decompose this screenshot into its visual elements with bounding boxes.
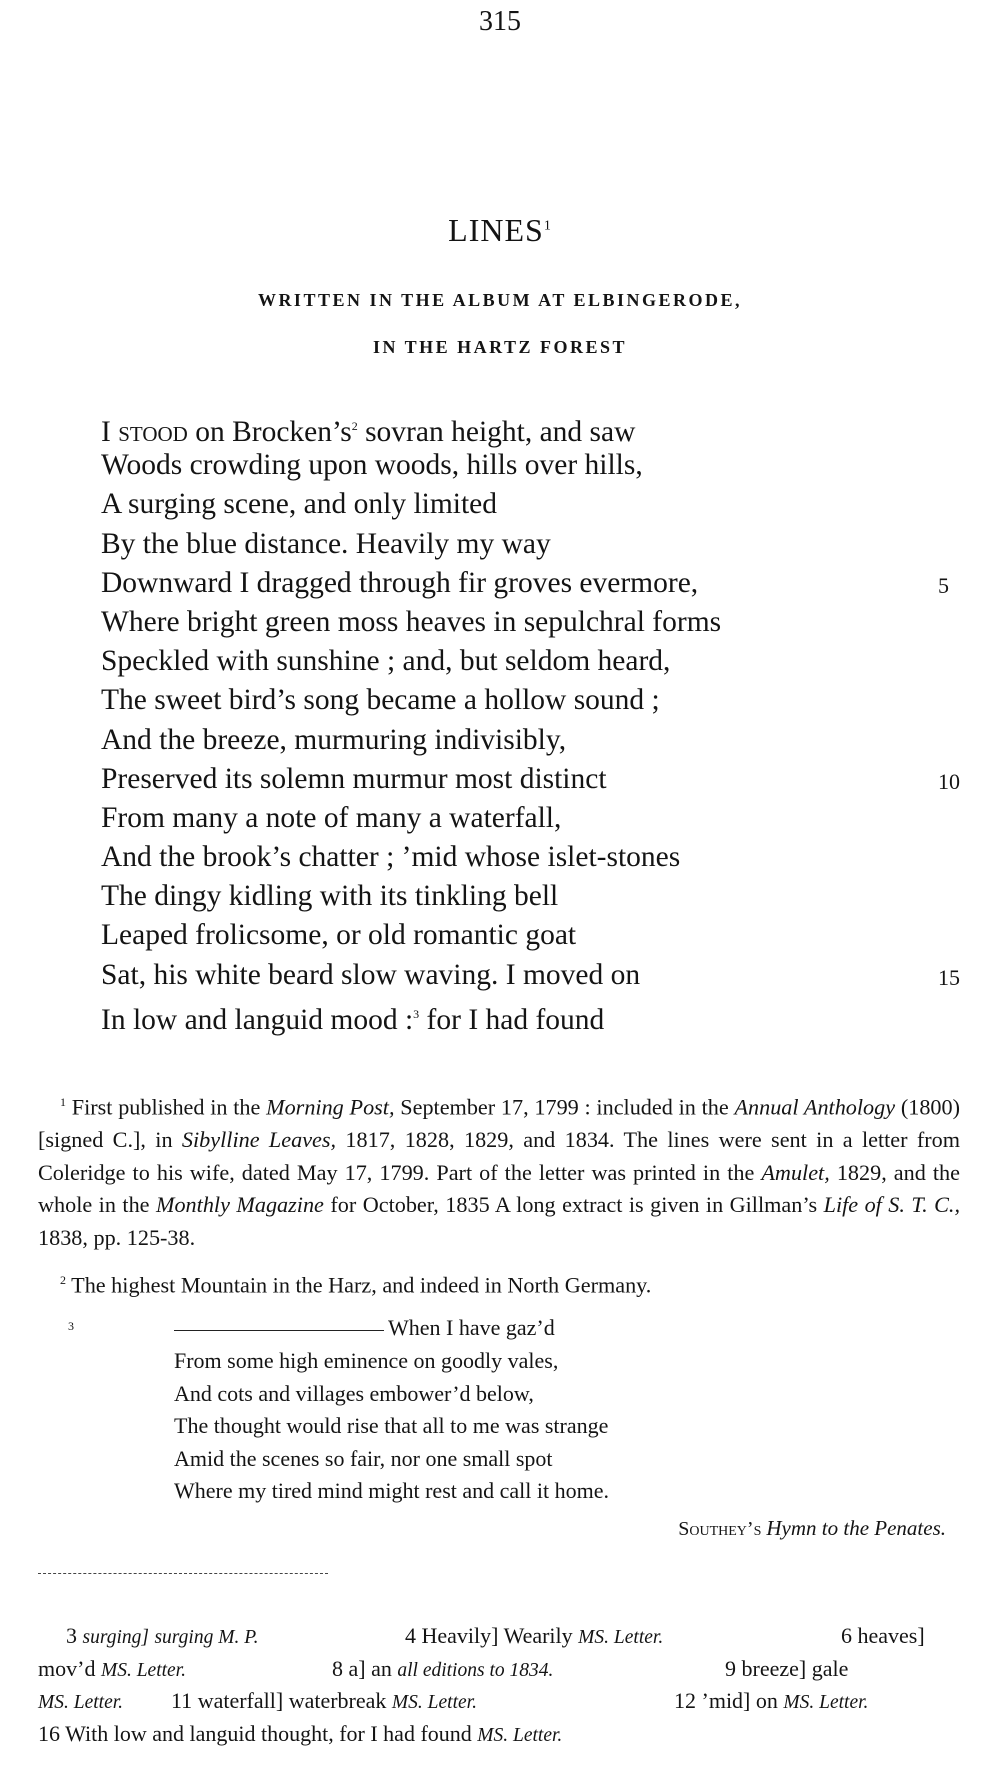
- variant-source: MS. Letter.: [100, 1659, 186, 1681]
- line-text: And the breeze, murmuring indivisibly,: [101, 723, 567, 756]
- publication-title: Morning Post,: [266, 1094, 395, 1120]
- verse-line: Where my tired mind might rest and call it home.: [174, 1478, 609, 1504]
- variant-reading: waterbreak: [288, 1688, 387, 1713]
- variant-reading: Wearily: [503, 1623, 573, 1648]
- variant-reading: gale: [811, 1655, 849, 1681]
- verse-text: When I have gaz’d: [388, 1315, 555, 1341]
- variant-entry: [38, 1718, 562, 1753]
- publication-title: Monthly Magazine: [155, 1192, 324, 1218]
- drop-initial: I: [101, 415, 111, 448]
- attribution-author: Southey’s: [678, 1517, 762, 1540]
- footnote-3: [38, 1312, 960, 1545]
- line-text: Woods crowding upon woods, hills over hills,: [101, 449, 643, 482]
- variant-reading: surging M. P.: [154, 1627, 259, 1648]
- poem-subtitle-line-2: IN THE HARTZ FOREST: [372, 337, 628, 357]
- poem-line: [101, 525, 961, 564]
- variant-source: MS. Letter.: [38, 1692, 124, 1713]
- footnote-ref: 3: [413, 1006, 420, 1021]
- poem-line: [101, 446, 961, 485]
- variant-line-number: 3: [66, 1623, 77, 1648]
- quoted-verse: [174, 1312, 960, 1508]
- line-text: Leaped frolicsome, or old romantic goat: [101, 919, 577, 952]
- variant-reading: on: [755, 1688, 778, 1713]
- poem-line: [101, 485, 961, 524]
- line-number: 15: [938, 964, 960, 990]
- poem-line: [101, 838, 961, 877]
- line-text: The sweet bird’s song became a hollow sound ;: [101, 684, 660, 717]
- footnote-mark: 1: [60, 1095, 66, 1109]
- verse-line: And cots and villages embower’d below,: [174, 1380, 534, 1406]
- variant-lemma: a]: [348, 1655, 366, 1681]
- poem-line: [101, 877, 961, 916]
- line-text: Speckled with sunshine ; and, but seldom heard,: [101, 645, 671, 678]
- variant-reading: mov’d: [38, 1655, 96, 1681]
- poem-line: [101, 681, 961, 720]
- variant-lemma: waterfall]: [197, 1688, 284, 1713]
- page-number: 315: [479, 6, 521, 37]
- variant-source: MS. Letter.: [391, 1692, 477, 1713]
- line-text: for I had found: [419, 1003, 605, 1036]
- footnote-2: [38, 1264, 960, 1302]
- line-text: In low and languid mood :: [101, 1003, 414, 1036]
- line-text: By the blue distance. Heavily my way: [101, 527, 551, 560]
- line-text: And the brook’s chatter ; ’mid whose islet-stones: [101, 841, 681, 874]
- line-text: Sat, his white beard slow waving. I moved on: [101, 958, 641, 991]
- footnote-text: for October, 1835 A long extract is given in Gillman’s: [323, 1192, 824, 1218]
- line-text: on Brocken’s: [187, 415, 352, 448]
- publication-title: Amulet,: [761, 1159, 830, 1185]
- footnote-text: The highest Mountain in the Harz, and indeed in North Germany.: [66, 1272, 652, 1298]
- poem-line: [101, 760, 961, 799]
- footnote-text: 1838, pp. 125-38.: [38, 1224, 196, 1250]
- variant-entry: [674, 1685, 868, 1720]
- variant-entry: [171, 1685, 477, 1720]
- poem-line: [101, 407, 961, 446]
- variant-line-number: 16: [38, 1720, 60, 1746]
- variant-entry: [405, 1620, 663, 1655]
- footnote-mark: 2: [60, 1273, 66, 1288]
- quote-attribution: [38, 1512, 960, 1546]
- line-text: Where bright green moss heaves in sepulchral forms: [101, 605, 722, 638]
- footnote-ref: 2: [351, 419, 358, 433]
- variant-line-number: 11: [171, 1688, 193, 1713]
- variant-lemma: With low and languid thought, for I had found: [65, 1720, 472, 1746]
- line-text: The dingy kidling with its tinkling bell: [101, 880, 559, 913]
- variant-reading: an: [371, 1655, 392, 1681]
- variant-entry: [332, 1653, 553, 1688]
- variant-source: all editions to 1834.: [397, 1659, 554, 1681]
- variant-line-number: 12: [674, 1688, 696, 1713]
- variant-lemma: surging]: [82, 1627, 149, 1648]
- variant-entry: [66, 1620, 258, 1655]
- poem-subtitle-line-1: WRITTEN IN THE ALBUM AT ELBINGERODE,: [257, 290, 743, 310]
- footnote-text: (1800) [signed C.], in: [38, 1094, 961, 1152]
- footnote-text: 1817, 1828, 1829, and 1834. The lines were sent in a letter from Coleridge to his wife, dated May 17, 1799. Part of the letter was printed in the: [38, 1126, 961, 1185]
- footnote-mark: 3: [68, 1319, 74, 1334]
- footnote-text: First published in the: [66, 1094, 267, 1120]
- poem-line: [101, 799, 961, 838]
- footnote-text: September 17, 1799 : included in the: [394, 1094, 735, 1120]
- variant-entry: [725, 1653, 848, 1686]
- poem-body: [101, 407, 961, 1034]
- poem-title-text: LINES: [448, 212, 544, 248]
- variant-line-number: 4: [405, 1623, 416, 1648]
- line-text: sovran height, and saw: [357, 415, 636, 448]
- dash-rule: [174, 1330, 384, 1331]
- variant-source: MS. Letter.: [783, 1692, 869, 1713]
- line-text: From many a note of many a waterfall,: [101, 801, 562, 834]
- variant-line-number: 6: [841, 1623, 852, 1648]
- variant-lemma: heaves]: [857, 1623, 925, 1648]
- publication-title: Sibylline Leaves,: [181, 1126, 337, 1152]
- footnotes: [38, 1086, 960, 1546]
- footnote-1: [38, 1086, 960, 1254]
- poem-line: [101, 642, 961, 681]
- verse-line: The thought would rise that all to me was strange: [174, 1413, 609, 1439]
- variant-line-number: 8: [332, 1655, 343, 1681]
- section-separator: [38, 1573, 328, 1574]
- variant-entry-continued: [38, 1653, 186, 1688]
- line-number: 5: [938, 572, 949, 598]
- textual-variants: [38, 1620, 960, 1750]
- poem-line: [101, 995, 961, 1034]
- variant-lemma: breeze]: [741, 1655, 807, 1681]
- poem-line: [101, 603, 961, 642]
- variant-entry: [841, 1620, 925, 1653]
- footnote-ref: 1: [543, 218, 552, 234]
- variant-row: [38, 1620, 960, 1653]
- variant-lemma: Heavily]: [421, 1623, 499, 1648]
- verse-line: From some high eminence on goodly vales,: [174, 1347, 559, 1373]
- poem-title: [0, 212, 1000, 249]
- variant-entry-continued: [38, 1685, 123, 1720]
- small-caps-word: stood: [118, 415, 188, 448]
- variant-source: MS. Letter.: [477, 1724, 563, 1746]
- line-number: 10: [938, 768, 960, 794]
- footnote-text: 1829, and the whole in the: [38, 1159, 960, 1218]
- line-text: Downward I dragged through fir groves evermore,: [101, 566, 699, 599]
- attribution-work: Hymn to the Penates.: [766, 1515, 946, 1540]
- variant-lemma: ’mid]: [701, 1688, 751, 1713]
- poem-line: [101, 956, 961, 995]
- poem-line: [101, 564, 961, 603]
- line-text: Preserved its solemn murmur most distinct: [101, 762, 607, 795]
- variant-row: [38, 1653, 960, 1686]
- verse-line: Amid the scenes so fair, nor one small spot: [174, 1445, 553, 1471]
- poem-line: [101, 916, 961, 955]
- verse-line: [174, 1312, 960, 1345]
- variant-row: [38, 1685, 960, 1718]
- poem-line: [101, 721, 961, 760]
- publication-title: Life of S. T. C.,: [823, 1192, 961, 1218]
- publication-title: Annual Anthology: [734, 1094, 896, 1120]
- variant-row: [38, 1718, 960, 1751]
- variant-source: MS. Letter.: [578, 1627, 664, 1648]
- variant-line-number: 9: [725, 1655, 736, 1681]
- line-text: A surging scene, and only limited: [101, 488, 498, 521]
